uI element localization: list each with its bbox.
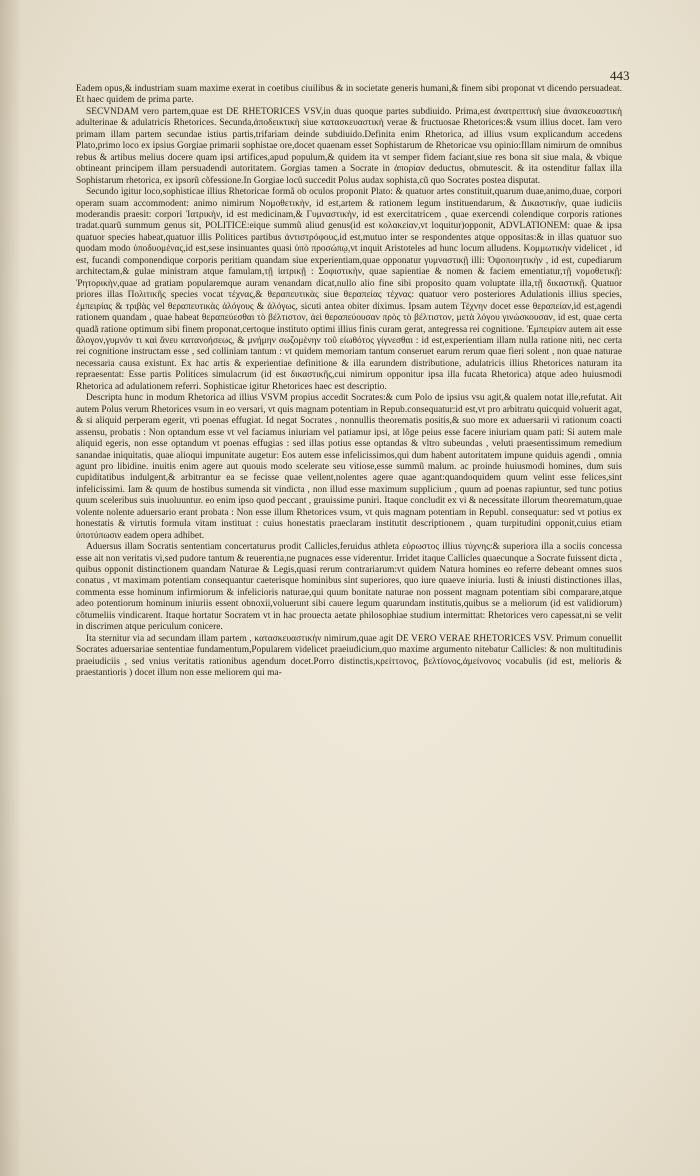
body-text xyxy=(76,84,622,680)
page-number: 443 xyxy=(610,68,630,83)
paragraph-1: Eadem opus,& industriam suam maxime exerat in coetibus ciuilibus & in societate generis humani,& finem sibi proponat vt dicendo persuadeat. Et haec quidem de prima parte. xyxy=(76,84,622,106)
gutter-shadow xyxy=(0,0,22,1176)
paragraph-4: Descripta hunc in modum Rhetorica ad illius VSVM propius accedit Socrates:& cum Polo de ipsius vsu agit,& qualem notat ille,refutat. Ait autem Polus verum Rhetorices vsum in eo versari, vt quis magnam potentiam in Repub.consequatur:id est,vt pro arbitratu quicquid voluerit agat, & si aliquid perperam egerit, vti poenas effugiat. Id negat Socrates , nonnullis theorematis positis,& suo more ex aduersarii vi rationum coacti assensu, probatis : Non optandum esse vt vel faciamus iniuriam vel patiamur ipsi, at lõge peius esse facere iniuriam quam pati: Si autem male aliquid egeris, non esse optandum vt poenas effugias : sed illas potius esse optandas & vltro subeundas , veluti praesentissimum remedium sanandae iniquitatis, quae alioqui impunitate augetur: Eos autem esse infelicissimos,qui dum habent autoritatem impune quiduis agendi , omnia agunt pro libidine. inuitis enim agere aut quouis modo scelerate seu vitiose,esse summũ malum. ac proinde huiusmodi homines, dum suis cupiditatibus indulgent,& arbitrantur ea se fecisse quae vellent,nolentes agere quae agant:quandoquidem quum velint esse felices,sint infelicissimi. Iam & quum de hostibus sumenda sit vindicta , non illud esse maximum supplicium , quum ad poenas rapiuntur, sed tunc potius quum sceleribus suis inuoluuntur. eo enim ipso quod peccant , grauissime puniri. Itaque concludit ex vi & necessitate illorum theorematum,quae volente nolente aduersario erant probata : Non esse illum Rhetorices vsum, vt quis magnam potentiam in Republ. consequatur: sed vt potius ex honestatis & virtutis formula vitam instituat : cuius honestatis praeclaram institutit descriptionem , quam turpitudini opponit,cuius etiam ὑποτύπωσιν eadem opera adhibet. xyxy=(76,393,622,541)
paragraph-5: Aduersus illam Socratis sententiam concertaturus prodit Callicles,feruidus athleta εὐρωστος illius τύχνης:& superiora illa a sociis concessa esse ait non veritatis vi,sed pudore tantum & reuerentia,ne pugnaces esse viderentur. Irridet itaque Callicles quaecunque a Socrate fuissent dicta , quibus opponit distinctionem quandam Naturae & Legis,quasi rerum contrariarum:vt quidem Natura homines eo referre debeant omnes suos conatus , vt maximam potentiam consequantur caeterisque hominibus sint superiores, quo iure quaeve iniuria. Iusti & iniusti distinctiones illas, commenta esse hominum infirmiorum & infelicioris naturae,qui quum bonitate naturae non possent magnam potentiam sibi comparare,atque adeo potentiorum hominum iniuriis essent obnoxii,voluerunt sibi cauere legum quarundam institutis,quibus se a meliorum (id est validiorum) cõtumeliis vindicarent. Itaque hortatur Socratem vt in hac prouecta aetate philosophiae studium intermittat: Rhetorices vero capessat,ni se velit in discrimen atque periculum conicere. xyxy=(76,542,622,633)
paragraph-3: Secundo igitur loco,sophisticae illius Rhetoricae formã ob oculos proponit Plato: & quatuor artes constituit,quarum duae,animo,duae, corpori operam suam accommodent: animo nimirum Νομοθετικὴν, id est,artem & rationem legum instituendarum, & Δικαστικὴν, quae iudiciis moderandis praesit: corpori Ἰατρικὴν, id est medicinam,& Γυμναστικὴν, id est exercitatricem , quae exercendi colendique corporis rationes tradat.quarũ summum genus sit, POLITICE:eique summũ aliud genus(id est κολακείαν,vt loquitur)opponit, ADVLATIONEM: quae & ipsa quatuor species habeat,quatuor illis Politices partibus ἀντιστρόφους,id est,mutuo inter se respondentes atque oppositas:& in illas quatuor suo quodam modo ὑποδυομένας,id est,sese insinuantes quasi ὑπὸ προσώπῳ,vt inquit Aristoteles ad hunc locum alludens. Κομμωτικὴν videlicet , id est, fucandi componendique corporis peritiam quandam siue experientiam,quae opponatur γυμναστικῇ illi: Ὀψοποιητικὴν , id est, cupediarum architectam,& gulae ministram atque famulam,τῇ ἰατρικῇ : Σοφιστικὴν, quae sapientiae & nomen & faciem ementiatur,τῇ νομοθετικῇ: Ῥητορικὴν,quae ad gratiam popularemque auram venandam dicat,nullo alio fine sibi proposito quam voluptate illa,τῇ δικαστικῇ. Quatuor priores illas Πολιτικῆς species vocat τέχνας,& θεραπευτικὰς siue θεραπείας τέχνας: quatuor vero posteriores Adulationis illius species, ἐμπειρίας & τριβὰς vel θεραπευτικὰς ἀλόγους & ἀλόγως, sicuti antea obiter diximus. Ipsam autem Τέχνην docet esse θεραπείαν,id est,agendi rationem quandam , quae habeat θεραπεύεσθαι τὸ βέλτιστον, ἀεὶ θεραπεύουσαν πρὸς τὸ βέλτιστον, μετὰ λόγου γινώσκουσαν, id est, quae certa quadã ratione optimum sibi finem proponat,certoque instituto optimi illius finis curam gerat, antegressa rei cognitione. Ἐμπειρίαν autem ait esse ἄλογον,γυμνόν τι καὶ ἄνευ κατανοήσεως, & μνήμην σωζομένην τοῦ εἰωθότος γίγνεσθαι : id est,experientiam illam nulla ratione niti, nec certa rei cognitione instructam esse , sed colliniam tantum : vt quidem memoriam tantum conseruet earum rerum quae fieri solent , non quae naturae necessaria causa existunt. Ex hac artis & experientiae definitione & illa earundem distributione, adulatricis illius Rhetorices naturam ita repraesentat: Esse partis Politices simulacrum (id est δικαστικῆς,cui nimirum opponitur ipsa illa fucata Rhetorica) atque adeo huiusmodi Rhetorica ad adulationem referri. Sophisticae igitur Rhetorices haec est descriptio. xyxy=(76,187,622,392)
paragraph-6: Ita sternitur via ad secundam illam partem , κατασκευαστικὴν nimirum,quae agit DE VERO VERAE RHETORICES VSV. Primum conuellit Socrates aduersariae sententiae fundamentum,Popularem videlicet praeiudicium,quo maxime argumento nitebatur Callicles: & non multitudinis praeiudiciis , sed vnius veritatis rationibus agendum docet.Porro distinctis,κρείττονος, βελτίονος,ἀμείνονος vocabulis (id est, melioris & praestantioris ) docet illum non esse meliorem qui ma- xyxy=(76,633,622,679)
paragraph-2: SECVNDAM vero partem,quae est DE RHETORICES VSV,in duas quoque partes subdiuido. Prima,est ἀνατρεπτικὴ siue ἀνασκευαστικὴ adulterinae & adulatricis Rhetorices. Secunda,ἀποδεικτικὴ siue κατασκευαστικὴ verae & fructuosae Rhetorices:& vsum illius docet. Iam vero primam illam partem secundae istius partis,trifariam deinde subdiuido.Definita enim Rhetorica, ad illius vsum explicandum accedens Plato,primo loco ex ipsius Gorgiae primarii sophistae ore,docet quaenam esset Sophistarum de Rhetoricae vsu opinio:Illam nimirum de omnibus rebus & artibus melius docere quam ipsi artifices,apud populum,& quidem ita vt semper fidem faciant,siue res bona sit siue mala, & vbique obtineant principem illam persuadendi autoritatem. Gorgias tamen a Socrate in ἀπορίαν deductus, obmutescit. & ita ostenditur fallax illa Sophistarum rhetorica, ex ipsorũ cõfessione.In Gorgiae locũ succedit Polus audax sophista,cũ quo Socrates postea disputat. xyxy=(76,106,622,186)
